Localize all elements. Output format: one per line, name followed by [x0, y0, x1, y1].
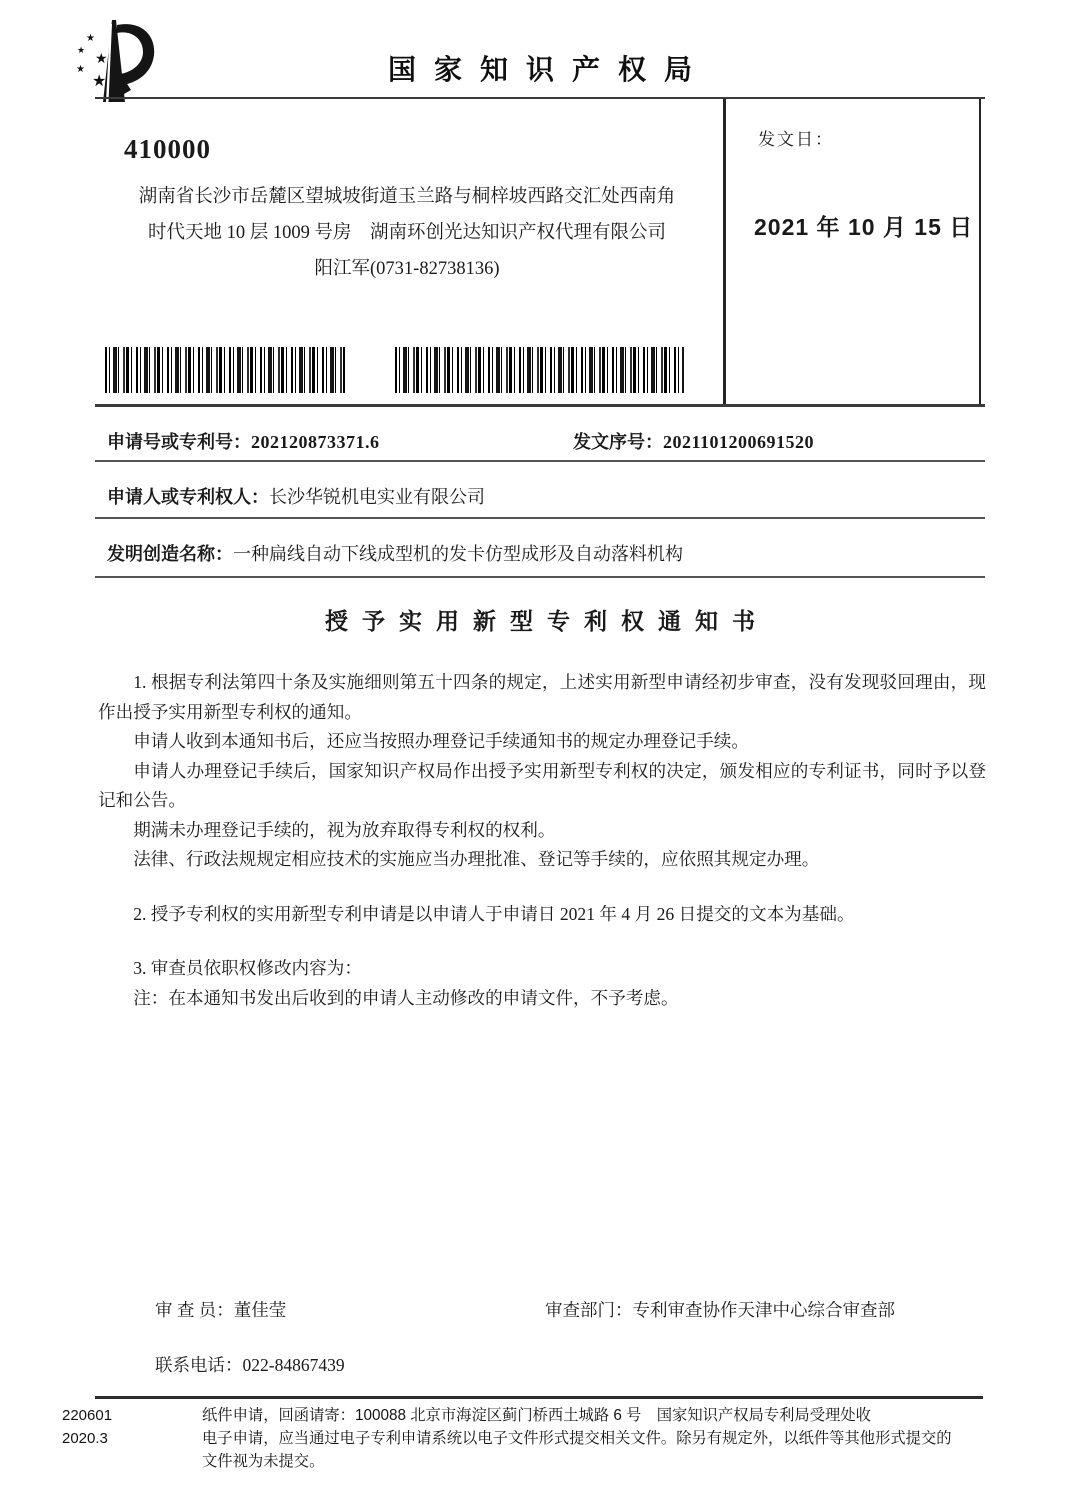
barcode-dispatch-number	[395, 347, 684, 393]
notice-body	[98, 668, 986, 1013]
examiner-line	[155, 1297, 286, 1322]
dispatch-date-value: 2021 年 10 月 15 日	[754, 214, 974, 240]
applicant-label: 申请人或专利权人：	[107, 487, 269, 507]
address-line: 湖南省长沙市岳麓区望城坡街道玉兰路与桐梓坡西路交汇处西南角	[138, 187, 676, 207]
row-rule	[95, 576, 985, 578]
star-icon: ★	[92, 73, 107, 90]
invention-title-label: 发明创造名称：	[107, 544, 233, 564]
phone-number: 022-84867439	[242, 1355, 345, 1375]
address-line: 时代天地 10 层 1009 号房 湖南环创光达知识产权代理有限公司	[147, 223, 666, 243]
department-line	[545, 1297, 895, 1322]
notice-paragraph: 期满未办理登记手续的，视为放弃取得专利权的权利。	[133, 819, 556, 840]
footer-line: 纸件申请，回函请寄：100088 北京市海淀区蓟门桥西土城路 6 号 国家知识产权局专利局受理处收	[202, 1407, 871, 1424]
footer-form-code: 220601	[62, 1407, 113, 1424]
applicant-row	[107, 483, 987, 509]
notice-paragraph: 法律、行政法规规定相应技术的实施应当办理批准、登记等手续的，应依照其规定办理。	[133, 849, 820, 869]
dispatch-number-value: 2021101200691520	[663, 432, 815, 452]
footer-line: 文件视为未提交。	[202, 1453, 325, 1470]
department-name: 专利审查协作天津中心综合审查部	[632, 1300, 895, 1320]
notice-title: 授予实用新型专利权通知书	[325, 609, 769, 634]
star-icon: ★	[95, 52, 108, 67]
invention-row	[107, 540, 987, 566]
invention-title-value: 一种扁线自动下线成型机的发卡仿型成形及自动落料机构	[233, 544, 683, 564]
row-rule	[95, 460, 985, 462]
footer-version: 2020.3	[62, 1430, 108, 1447]
notice-paragraph: 2. 授予专利权的实用新型专利申请是以申请人于申请日 2021 年 4 月 26 日提交的文本为基础。	[133, 903, 855, 924]
notice-paragraph: 3. 审查员依职权修改内容为：	[133, 958, 362, 978]
recipient-address	[98, 179, 716, 287]
phone-line	[155, 1352, 345, 1377]
footer-codes	[62, 1404, 112, 1450]
examiner-label: 审 查 员：	[155, 1300, 234, 1320]
footer-text	[202, 1404, 1017, 1473]
notice-paragraph: 申请人收到本通知书后，还应当按照办理登记手续通知书的规定办理登记手续。	[133, 731, 749, 751]
department-label: 审查部门：	[545, 1300, 633, 1320]
recipient-block	[98, 134, 716, 287]
dispatch-number-label: 发文序号：	[573, 432, 663, 452]
application-number-value: 202120873371.6	[251, 432, 380, 452]
star-icon: ★	[77, 45, 86, 55]
section-rule	[95, 404, 985, 407]
phone-label: 联系电话：	[155, 1355, 243, 1375]
barcode-application-number	[105, 347, 345, 393]
row-rule	[95, 517, 985, 519]
notice-paragraph: 申请人办理登记手续后，国家知识产权局作出授予实用新型专利权的决定，颁发相应的专利证书，同时予以登记和公告。	[98, 760, 986, 810]
address-line: 阳江军(0731-82738136)	[314, 259, 500, 279]
dispatch-date-box	[723, 99, 981, 405]
application-number-row	[107, 428, 987, 454]
agency-title: 国家知识产权局	[387, 55, 710, 86]
star-icon: ★	[76, 64, 85, 75]
notice-paragraph: 注：在本通知书发出后收到的申请人主动修改的申请文件，不予考虑。	[133, 987, 679, 1008]
recipient-postcode: 410000	[124, 134, 211, 164]
application-number-label: 申请号或专利号：	[107, 432, 251, 452]
star-icon: ★	[86, 33, 95, 44]
notice-paragraph: 1. 根据专利法第四十条及实施细则第五十四条的规定，上述实用新型申请经初步审查，没有发现驳回理由，现作出授予实用新型专利权的通知。	[98, 672, 986, 722]
dispatch-date-label: 发文日：	[758, 130, 834, 149]
footer-line: 电子申请，应当通过电子专利申请系统以电子文件形式提交相关文件。除另有规定外，以纸件等其他形式提交的	[202, 1430, 952, 1447]
examiner-name: 董佳莹	[233, 1300, 287, 1320]
applicant-value: 长沙华锐机电实业有限公司	[269, 487, 485, 507]
footer-rule	[95, 1396, 983, 1399]
